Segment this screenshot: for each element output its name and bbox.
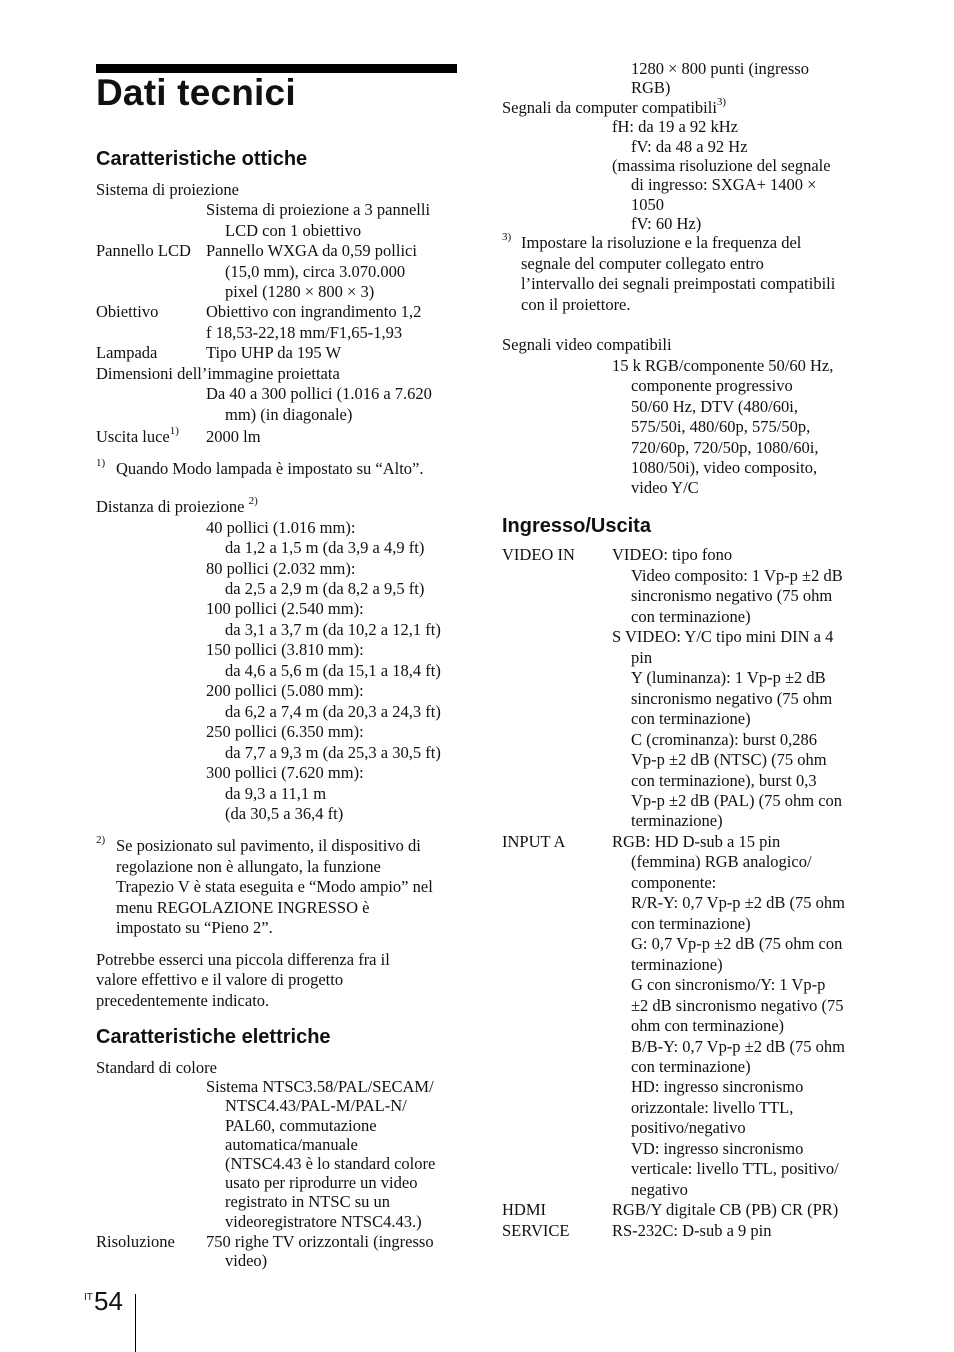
service-label: SERVICE (502, 1221, 570, 1240)
obiettivo-value: Obiettivo con ingrandimento 1,2 (206, 302, 422, 321)
dimensioni-value-cont: mm) (in diagonale) (225, 405, 353, 424)
obiettivo-value-cont: f 18,53-22,18 mm/F1,65-1,93 (206, 323, 403, 342)
video-in-value: con terminazione) (631, 607, 751, 626)
input-a-value: VD: ingresso sincronismo (631, 1139, 804, 1158)
dimensioni-label: Dimensioni dell’immagine proiettata (96, 364, 340, 383)
footnote-text: Impostare la risoluzione e la frequenza del (521, 233, 802, 252)
video-in-value: S VIDEO: Y/C tipo mini DIN a 4 (612, 627, 834, 646)
distanza-range: da 1,2 a 1,5 m (da 3,9 a 4,9 ft) (225, 538, 425, 557)
input-a-value: R/R-Y: 0,7 Vp-p ±2 dB (75 ohm (631, 893, 845, 912)
segnali-video-label: Segnali video compatibili (502, 335, 672, 354)
distanza-range-cont: (da 30,5 a 36,4 ft) (225, 804, 344, 823)
video-in-value: sincronismo negativo (75 ohm (631, 689, 833, 708)
colore-value-cont: usato per riprodurre un video (225, 1173, 418, 1192)
video-in-value: con terminazione) (631, 709, 751, 728)
video-in-value: con terminazione), burst 0,3 (631, 771, 817, 790)
footnote-text: regolazione non è allungato, la funzione (116, 857, 381, 876)
footnote-text: l’intervallo dei segnali preimpostati compatibili (521, 274, 836, 293)
input-a-label: INPUT A (502, 832, 566, 851)
colore-value-cont: automatica/manuale (225, 1135, 358, 1154)
footnote-ref: 2) (248, 495, 258, 507)
luce-value: 2000 lm (206, 427, 261, 446)
lampada-label: Lampada (96, 343, 158, 362)
input-a-value: RGB: HD D-sub a 15 pin (612, 832, 781, 851)
input-a-value: G: 0,7 Vp-p ±2 dB (75 ohm con (631, 934, 843, 953)
distanza-label (96, 497, 258, 517)
video-in-value: Vp-p ±2 dB (PAL) (75 ohm con (631, 791, 843, 810)
segnali-video-value: video Y/C (631, 478, 699, 497)
sistema-value: Sistema di proiezione a 3 pannelli (206, 200, 431, 219)
risoluzione-value-cont: RGB) (631, 78, 671, 97)
segnali-video-value: 15 k RGB/componente 50/60 Hz, (612, 356, 834, 375)
segnali-computer-label (502, 98, 726, 118)
sistema-label: Sistema di proiezione (96, 180, 239, 199)
page-language: IT (84, 1292, 93, 1303)
input-a-value: ohm con terminazione) (631, 1016, 785, 1035)
segnali-computer-value: (massima risoluzione del segnale (612, 156, 831, 175)
distanza-size: 150 pollici (3.810 mm): (206, 640, 364, 659)
segnali-computer-value: 1050 (631, 195, 664, 214)
risoluzione-value-cont: video) (225, 1251, 268, 1270)
lcd-value: Pannello WXGA da 0,59 pollici (206, 241, 417, 260)
heading-ottiche: Caratteristiche ottiche (96, 148, 308, 170)
video-in-value: sincronismo negativo (75 ohm (631, 586, 833, 605)
input-a-value: HD: ingresso sincronismo (631, 1077, 804, 1096)
video-in-value: pin (631, 648, 653, 667)
sistema-value-cont: LCD con 1 obiettivo (225, 221, 362, 240)
video-in-label: VIDEO IN (502, 545, 575, 564)
distanza-range: da 4,6 a 5,6 m (da 15,1 a 18,4 ft) (225, 661, 441, 680)
input-a-value: positivo/negativo (631, 1118, 746, 1137)
distanza-range: da 9,3 a 11,1 m (225, 784, 327, 803)
segnali-computer-label-text: Segnali da computer compatibili (502, 98, 717, 117)
video-in-value: Video composito: 1 Vp-p ±2 dB (631, 566, 843, 585)
distanza-range: da 3,1 a 3,7 m (da 10,2 a 12,1 ft) (225, 620, 441, 639)
video-in-value: Y (luminanza): 1 Vp-p ±2 dB (631, 668, 826, 687)
input-a-value: con terminazione) (631, 914, 751, 933)
page-title: Dati tecnici (96, 72, 296, 113)
distanza-range: da 6,2 a 7,4 m (da 20,3 a 24,3 ft) (225, 702, 441, 721)
video-in-value: terminazione) (631, 811, 723, 830)
footnote-mark: 1) (96, 457, 106, 469)
input-a-value: orizzontale: livello TTL, (631, 1098, 794, 1117)
risoluzione-label: Risoluzione (96, 1232, 175, 1251)
lcd-value-cont: pixel (1280 × 800 × 3) (225, 282, 375, 301)
input-a-value: B/B-Y: 0,7 Vp-p ±2 dB (75 ohm (631, 1037, 845, 1056)
note-text: precedentemente indicato. (96, 991, 270, 1010)
input-a-value: con terminazione) (631, 1057, 751, 1076)
hdmi-value: RGB/Y digitale CB (PB) CR (PR) (612, 1200, 839, 1219)
input-a-value: ±2 dB sincronismo negativo (75 (631, 996, 844, 1015)
lcd-value-cont: (15,0 mm), circa 3.070.000 (225, 262, 406, 281)
distanza-label-text: Distanza di proiezione (96, 497, 245, 516)
lampada-value: Tipo UHP da 195 W (206, 343, 342, 362)
colore-value-cont: NTSC4.43/PAL-M/PAL-N/ (225, 1096, 407, 1115)
footnote-text: con il proiettore. (521, 295, 631, 314)
risoluzione-value: 750 righe TV orizzontali (ingresso (206, 1232, 434, 1251)
distanza-size: 40 pollici (1.016 mm): (206, 518, 356, 537)
input-a-value: negativo (631, 1180, 688, 1199)
page-divider (135, 1294, 136, 1352)
segnali-computer-value: di ingresso: SXGA+ 1400 × (631, 175, 817, 194)
luce-label (96, 427, 179, 447)
heading-ingresso-uscita: Ingresso/Uscita (502, 515, 651, 537)
obiettivo-label: Obiettivo (96, 302, 159, 321)
distanza-range: da 2,5 a 2,9 m (da 8,2 a 9,5 ft) (225, 579, 425, 598)
footnote-text: Trapezio V è stata eseguita e “Modo ampio” nel (116, 877, 433, 896)
distanza-range: da 7,7 a 9,3 m (da 25,3 a 30,5 ft) (225, 743, 441, 762)
luce-label-text: Uscita luce (96, 427, 170, 446)
hdmi-label: HDMI (502, 1200, 546, 1219)
segnali-video-value: componente progressivo (631, 376, 793, 395)
service-value: RS-232C: D-sub a 9 pin (612, 1221, 772, 1240)
colore-value-cont: videoregistratore NTSC4.43.) (225, 1212, 422, 1231)
dimensioni-value: Da 40 a 300 pollici (1.016 a 7.620 (206, 384, 432, 403)
risoluzione-value-cont: 1280 × 800 punti (ingresso (631, 59, 809, 78)
input-a-value: terminazione) (631, 955, 723, 974)
footnote-mark: 3) (502, 231, 512, 243)
input-a-value: componente: (631, 873, 717, 892)
footnote-mark: 2) (96, 834, 106, 846)
footnote-text: Se posizionato sul pavimento, il dispositivo di (116, 836, 421, 855)
note-text: valore effettivo e il valore di progetto (96, 970, 344, 989)
footnote-text: segnale del computer collegato entro (521, 254, 764, 273)
input-a-value: G con sincronismo/Y: 1 Vp-p (631, 975, 826, 994)
segnali-computer-value: fV: da 48 a 92 Hz (631, 137, 748, 156)
colore-value: Sistema NTSC3.58/PAL/SECAM/ (206, 1077, 434, 1096)
video-in-value: C (crominanza): burst 0,286 (631, 730, 818, 749)
footnote-text: menu REGOLAZIONE INGRESSO è (116, 898, 370, 917)
page-number: 54 (94, 1286, 123, 1316)
footnote-text: impostato su “Pieno 2”. (116, 918, 273, 937)
footnote-ref: 3) (716, 96, 727, 108)
input-a-value: (femmina) RGB analogico/ (631, 852, 812, 871)
distanza-size: 200 pollici (5.080 mm): (206, 681, 364, 700)
segnali-video-value: 575/50i, 480/60p, 575/50p, (631, 417, 811, 436)
colore-label: Standard di colore (96, 1058, 217, 1077)
segnali-video-value: 720/60p, 720/50p, 1080/60i, (631, 438, 819, 457)
segnali-video-value: 1080/50i), video composito, (631, 458, 818, 477)
colore-value-cont: registrato in NTSC su un (225, 1192, 390, 1211)
heading-elettriche: Caratteristiche elettriche (96, 1026, 331, 1048)
segnali-computer-value: fV: 60 Hz) (631, 214, 702, 233)
distanza-size: 80 pollici (2.032 mm): (206, 559, 356, 578)
video-in-value: VIDEO: tipo fono (612, 545, 733, 564)
lcd-label: Pannello LCD (96, 241, 191, 260)
input-a-value: verticale: livello TTL, positivo/ (631, 1159, 839, 1178)
footnote-text: Quando Modo lampada è impostato su “Alto”. (116, 459, 424, 478)
colore-value-cont: PAL60, commutazione (225, 1116, 377, 1135)
colore-value-cont: (NTSC4.43 è lo standard colore (225, 1154, 436, 1173)
distanza-size: 300 pollici (7.620 mm): (206, 763, 364, 782)
distanza-size: 250 pollici (6.350 mm): (206, 722, 364, 741)
segnali-video-value: 50/60 Hz, DTV (480/60i, (631, 397, 798, 416)
segnali-computer-value: fH: da 19 a 92 kHz (612, 117, 739, 136)
distanza-size: 100 pollici (2.540 mm): (206, 599, 364, 618)
note-text: Potrebbe esserci una piccola differenza fra il (96, 950, 390, 969)
video-in-value: Vp-p ±2 dB (NTSC) (75 ohm (631, 750, 827, 769)
footnote-ref: 1) (169, 425, 179, 437)
